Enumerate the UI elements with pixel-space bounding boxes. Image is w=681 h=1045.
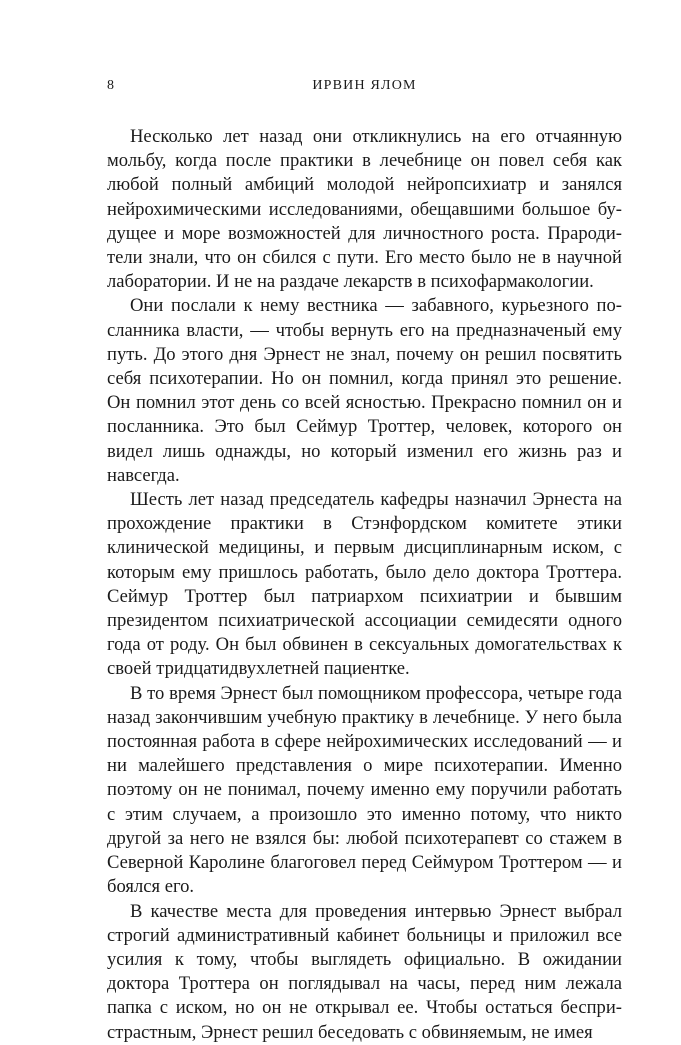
body-text: [107, 125, 622, 1045]
paragraph-4: В то время Эрнест был помощником профессора, четыре года назад закончившим учебную практику в лечебнице. У него была постоянная работа в сфере нейрохимических исследований — и ни малейшего представления о мире психотерапии. Именно поэтому он не понимал, почему именно ему поручили работать с этим случаем, а произошло это именно потому, что никто другой за него не взялся бы: любой психотерапевт со стажем в Северной Каролине благоговел перед Сеймуром Троттером — и боялся его.: [107, 682, 622, 898]
paragraph-1: Несколько лет назад они откликнулись на его отчаянную мольбу, когда после практики в лечебнице он повел себя как любой полный амбиций молодой нейропсихиатр и занялся нейрохимическими исследованиями, обещавшими большое будущее и море возможностей для личностного роста. Прародители знали, что он сбился с пути. Его место было не в научной лаборатории. И не на раздаче лекарств в психофармакологии.: [107, 126, 622, 293]
paragraph-2: Они послали к нему вестника — забавного, курьезного посланника власти, — чтобы вернуть его на предназначеный ему путь. До этого дня Эрнест не знал, почему он решил посвятить себя психотерапии. Но он помнил, когда принял это решение. Он помнил этот день со всей ясностью. Прекрасно помнил он и посланника. Это был Сеймур Троттер, человек, которого он видел лишь однажды, но который изменил его жизнь раз и навсегда.: [107, 295, 622, 486]
paragraph-5: В качестве места для проведения интервью Эрнест выбрал строгий административный кабинет больницы и приложил все усилия к тому, чтобы выглядеть официально. В ожидании доктора Троттера он поглядывал на часы, перед ним лежала папка с иском, но он не открывал ее. Чтобы остаться беспристрастным, Эрнест решил беседовать с обвиняемым, не имея: [107, 900, 622, 1043]
page-header: [107, 78, 622, 100]
page-number: 8: [107, 78, 115, 93]
paragraph-3: Шесть лет назад председатель кафедры назначил Эрнеста на прохождение практики в Стэнфордском комитете этики клинической медицины, и первым дисциплинарным иском, с которым ему пришлось работать, было дело доктора Троттера. Сеймур Троттер был патриархом психиатрии и бывшим президентом психиатрической ассоциации семидесяти одного года от роду. Он был обвинен в сексуальных домогательствах к своей тридцатидвухлетней пациентке.: [107, 489, 622, 680]
running-head: ИРВИН ЯЛОМ: [312, 78, 417, 93]
